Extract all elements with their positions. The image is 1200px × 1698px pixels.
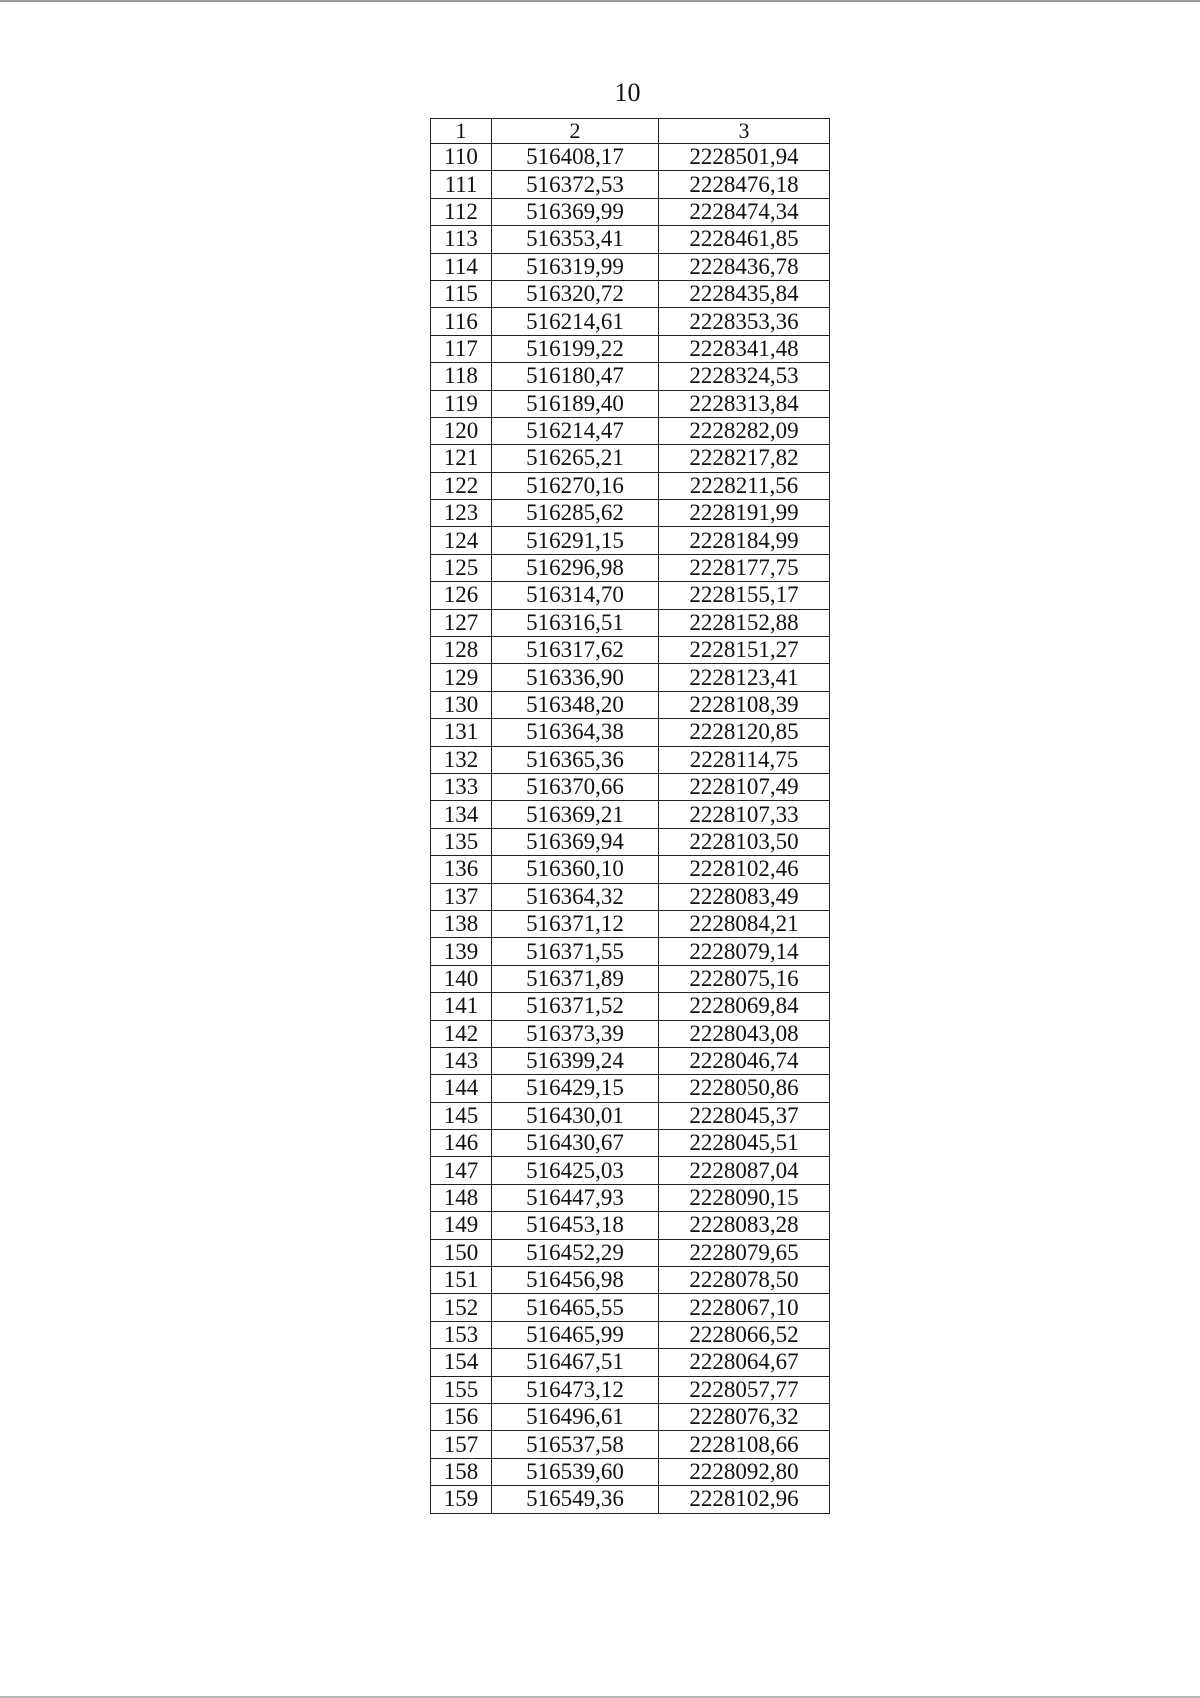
point-number-cell: 129 <box>431 664 492 691</box>
y-coordinate-cell: 2228043,08 <box>659 1020 830 1047</box>
y-coordinate-cell: 2228282,09 <box>659 417 830 444</box>
x-coordinate-cell: 516285,62 <box>492 500 659 527</box>
x-coordinate-cell: 516214,61 <box>492 308 659 335</box>
y-coordinate-cell: 2228046,74 <box>659 1047 830 1074</box>
table-row <box>431 390 830 417</box>
table-row <box>431 1075 830 1102</box>
table-row <box>431 1431 830 1458</box>
point-number-cell: 148 <box>431 1184 492 1211</box>
point-number-cell: 135 <box>431 828 492 855</box>
point-number-cell: 131 <box>431 719 492 746</box>
y-coordinate-cell: 2228114,75 <box>659 746 830 773</box>
table-row <box>431 773 830 800</box>
x-coordinate-cell: 516365,36 <box>492 746 659 773</box>
point-number-cell: 113 <box>431 226 492 253</box>
y-coordinate-cell: 2228152,88 <box>659 609 830 636</box>
table-row <box>431 1239 830 1266</box>
table-row <box>431 554 830 581</box>
y-coordinate-cell: 2228069,84 <box>659 993 830 1020</box>
table-row <box>431 582 830 609</box>
x-coordinate-cell: 516408,17 <box>492 144 659 171</box>
point-number-cell: 155 <box>431 1376 492 1403</box>
point-number-cell: 145 <box>431 1102 492 1129</box>
table-row <box>431 1212 830 1239</box>
x-coordinate-cell: 516265,21 <box>492 445 659 472</box>
point-number-cell: 126 <box>431 582 492 609</box>
y-coordinate-cell: 2228177,75 <box>659 554 830 581</box>
y-coordinate-cell: 2228324,53 <box>659 363 830 390</box>
point-number-cell: 157 <box>431 1431 492 1458</box>
x-coordinate-cell: 516371,12 <box>492 910 659 937</box>
point-number-cell: 139 <box>431 938 492 965</box>
table-row <box>431 144 830 171</box>
coordinates-table <box>430 118 830 1514</box>
x-coordinate-cell: 516291,15 <box>492 527 659 554</box>
point-number-cell: 128 <box>431 637 492 664</box>
table-row <box>431 226 830 253</box>
y-coordinate-cell: 2228155,17 <box>659 582 830 609</box>
table-row <box>431 1130 830 1157</box>
point-number-cell: 130 <box>431 691 492 718</box>
table-row <box>431 527 830 554</box>
column-header-3: 3 <box>659 119 830 144</box>
column-header-1: 1 <box>431 119 492 144</box>
x-coordinate-cell: 516399,24 <box>492 1047 659 1074</box>
point-number-cell: 152 <box>431 1294 492 1321</box>
y-coordinate-cell: 2228120,85 <box>659 719 830 746</box>
point-number-cell: 119 <box>431 390 492 417</box>
x-coordinate-cell: 516373,39 <box>492 1020 659 1047</box>
y-coordinate-cell: 2228102,96 <box>659 1486 830 1513</box>
x-coordinate-cell: 516270,16 <box>492 472 659 499</box>
point-number-cell: 120 <box>431 417 492 444</box>
point-number-cell: 127 <box>431 609 492 636</box>
table-row <box>431 1321 830 1348</box>
y-coordinate-cell: 2228076,32 <box>659 1403 830 1430</box>
point-number-cell: 153 <box>431 1321 492 1348</box>
y-coordinate-cell: 2228151,27 <box>659 637 830 664</box>
table-row <box>431 910 830 937</box>
x-coordinate-cell: 516447,93 <box>492 1184 659 1211</box>
y-coordinate-cell: 2228474,34 <box>659 198 830 225</box>
point-number-cell: 123 <box>431 500 492 527</box>
table-row <box>431 1102 830 1129</box>
y-coordinate-cell: 2228079,65 <box>659 1239 830 1266</box>
point-number-cell: 146 <box>431 1130 492 1157</box>
y-coordinate-cell: 2228211,56 <box>659 472 830 499</box>
point-number-cell: 122 <box>431 472 492 499</box>
table-row <box>431 938 830 965</box>
point-number-cell: 141 <box>431 993 492 1020</box>
table-row <box>431 664 830 691</box>
point-number-cell: 158 <box>431 1458 492 1485</box>
point-number-cell: 138 <box>431 910 492 937</box>
x-coordinate-cell: 516348,20 <box>492 691 659 718</box>
x-coordinate-cell: 516371,52 <box>492 993 659 1020</box>
x-coordinate-cell: 516496,61 <box>492 1403 659 1430</box>
point-number-cell: 117 <box>431 335 492 362</box>
x-coordinate-cell: 516320,72 <box>492 280 659 307</box>
scan-edge-top <box>0 0 1200 2</box>
table-row <box>431 363 830 390</box>
table-row <box>431 1020 830 1047</box>
x-coordinate-cell: 516537,58 <box>492 1431 659 1458</box>
point-number-cell: 154 <box>431 1349 492 1376</box>
y-coordinate-cell: 2228057,77 <box>659 1376 830 1403</box>
x-coordinate-cell: 516189,40 <box>492 390 659 417</box>
x-coordinate-cell: 516371,89 <box>492 965 659 992</box>
point-number-cell: 134 <box>431 801 492 828</box>
y-coordinate-cell: 2228066,52 <box>659 1321 830 1348</box>
x-coordinate-cell: 516316,51 <box>492 609 659 636</box>
x-coordinate-cell: 516214,47 <box>492 417 659 444</box>
x-coordinate-cell: 516370,66 <box>492 773 659 800</box>
point-number-cell: 118 <box>431 363 492 390</box>
table-row <box>431 253 830 280</box>
point-number-cell: 111 <box>431 171 492 198</box>
y-coordinate-cell: 2228103,50 <box>659 828 830 855</box>
x-coordinate-cell: 516371,55 <box>492 938 659 965</box>
y-coordinate-cell: 2228461,85 <box>659 226 830 253</box>
table-row <box>431 691 830 718</box>
table-row <box>431 746 830 773</box>
x-coordinate-cell: 516296,98 <box>492 554 659 581</box>
x-coordinate-cell: 516314,70 <box>492 582 659 609</box>
point-number-cell: 125 <box>431 554 492 581</box>
table-row <box>431 965 830 992</box>
y-coordinate-cell: 2228501,94 <box>659 144 830 171</box>
x-coordinate-cell: 516473,12 <box>492 1376 659 1403</box>
point-number-cell: 136 <box>431 856 492 883</box>
table-row <box>431 1047 830 1074</box>
table-row <box>431 993 830 1020</box>
x-coordinate-cell: 516364,38 <box>492 719 659 746</box>
y-coordinate-cell: 2228191,99 <box>659 500 830 527</box>
y-coordinate-cell: 2228313,84 <box>659 390 830 417</box>
table-row <box>431 472 830 499</box>
x-coordinate-cell: 516453,18 <box>492 1212 659 1239</box>
table-row <box>431 280 830 307</box>
table-row <box>431 856 830 883</box>
table-row <box>431 1403 830 1430</box>
x-coordinate-cell: 516319,99 <box>492 253 659 280</box>
x-coordinate-cell: 516430,67 <box>492 1130 659 1157</box>
y-coordinate-cell: 2228083,49 <box>659 883 830 910</box>
point-number-cell: 137 <box>431 883 492 910</box>
y-coordinate-cell: 2228102,46 <box>659 856 830 883</box>
table-row <box>431 1376 830 1403</box>
y-coordinate-cell: 2228079,14 <box>659 938 830 965</box>
y-coordinate-cell: 2228075,16 <box>659 965 830 992</box>
point-number-cell: 159 <box>431 1486 492 1513</box>
y-coordinate-cell: 2228045,37 <box>659 1102 830 1129</box>
y-coordinate-cell: 2228092,80 <box>659 1458 830 1485</box>
y-coordinate-cell: 2228078,50 <box>659 1267 830 1294</box>
table-row <box>431 335 830 362</box>
y-coordinate-cell: 2228353,36 <box>659 308 830 335</box>
table-row <box>431 198 830 225</box>
x-coordinate-cell: 516364,32 <box>492 883 659 910</box>
table-row <box>431 417 830 444</box>
table-row <box>431 1294 830 1321</box>
table-row <box>431 445 830 472</box>
point-number-cell: 151 <box>431 1267 492 1294</box>
table-row <box>431 1486 830 1513</box>
y-coordinate-cell: 2228476,18 <box>659 171 830 198</box>
x-coordinate-cell: 516353,41 <box>492 226 659 253</box>
point-number-cell: 112 <box>431 198 492 225</box>
x-coordinate-cell: 516369,94 <box>492 828 659 855</box>
table-row <box>431 883 830 910</box>
point-number-cell: 142 <box>431 1020 492 1047</box>
x-coordinate-cell: 516360,10 <box>492 856 659 883</box>
point-number-cell: 133 <box>431 773 492 800</box>
x-coordinate-cell: 516372,53 <box>492 171 659 198</box>
point-number-cell: 110 <box>431 144 492 171</box>
point-number-cell: 116 <box>431 308 492 335</box>
point-number-cell: 143 <box>431 1047 492 1074</box>
y-coordinate-cell: 2228108,66 <box>659 1431 830 1458</box>
table-header-row <box>431 119 830 144</box>
y-coordinate-cell: 2228123,41 <box>659 664 830 691</box>
table-row <box>431 500 830 527</box>
y-coordinate-cell: 2228184,99 <box>659 527 830 554</box>
y-coordinate-cell: 2228436,78 <box>659 253 830 280</box>
y-coordinate-cell: 2228108,39 <box>659 691 830 718</box>
table-row <box>431 1349 830 1376</box>
x-coordinate-cell: 516465,55 <box>492 1294 659 1321</box>
x-coordinate-cell: 516425,03 <box>492 1157 659 1184</box>
x-coordinate-cell: 516465,99 <box>492 1321 659 1348</box>
y-coordinate-cell: 2228341,48 <box>659 335 830 362</box>
x-coordinate-cell: 516336,90 <box>492 664 659 691</box>
column-header-2: 2 <box>492 119 659 144</box>
table-row <box>431 637 830 664</box>
y-coordinate-cell: 2228107,33 <box>659 801 830 828</box>
point-number-cell: 114 <box>431 253 492 280</box>
x-coordinate-cell: 516199,22 <box>492 335 659 362</box>
table-row <box>431 828 830 855</box>
point-number-cell: 140 <box>431 965 492 992</box>
y-coordinate-cell: 2228087,04 <box>659 1157 830 1184</box>
point-number-cell: 150 <box>431 1239 492 1266</box>
point-number-cell: 121 <box>431 445 492 472</box>
x-coordinate-cell: 516369,21 <box>492 801 659 828</box>
y-coordinate-cell: 2228064,67 <box>659 1349 830 1376</box>
x-coordinate-cell: 516430,01 <box>492 1102 659 1129</box>
x-coordinate-cell: 516539,60 <box>492 1458 659 1485</box>
table-row <box>431 171 830 198</box>
x-coordinate-cell: 516549,36 <box>492 1486 659 1513</box>
point-number-cell: 147 <box>431 1157 492 1184</box>
point-number-cell: 115 <box>431 280 492 307</box>
y-coordinate-cell: 2228084,21 <box>659 910 830 937</box>
table-row <box>431 609 830 636</box>
x-coordinate-cell: 516429,15 <box>492 1075 659 1102</box>
point-number-cell: 124 <box>431 527 492 554</box>
x-coordinate-cell: 516456,98 <box>492 1267 659 1294</box>
x-coordinate-cell: 516317,62 <box>492 637 659 664</box>
y-coordinate-cell: 2228090,15 <box>659 1184 830 1211</box>
point-number-cell: 144 <box>431 1075 492 1102</box>
page-number: 10 <box>614 78 641 107</box>
table-row <box>431 1267 830 1294</box>
table-row <box>431 801 830 828</box>
x-coordinate-cell: 516452,29 <box>492 1239 659 1266</box>
y-coordinate-cell: 2228050,86 <box>659 1075 830 1102</box>
y-coordinate-cell: 2228045,51 <box>659 1130 830 1157</box>
table-row <box>431 719 830 746</box>
point-number-cell: 156 <box>431 1403 492 1430</box>
y-coordinate-cell: 2228067,10 <box>659 1294 830 1321</box>
table-row <box>431 1458 830 1485</box>
table-row <box>431 1157 830 1184</box>
y-coordinate-cell: 2228435,84 <box>659 280 830 307</box>
point-number-cell: 149 <box>431 1212 492 1239</box>
coordinates-table-body <box>431 119 830 1514</box>
table-row <box>431 308 830 335</box>
x-coordinate-cell: 516180,47 <box>492 363 659 390</box>
table-row <box>431 1184 830 1211</box>
y-coordinate-cell: 2228217,82 <box>659 445 830 472</box>
y-coordinate-cell: 2228107,49 <box>659 773 830 800</box>
point-number-cell: 132 <box>431 746 492 773</box>
x-coordinate-cell: 516467,51 <box>492 1349 659 1376</box>
y-coordinate-cell: 2228083,28 <box>659 1212 830 1239</box>
x-coordinate-cell: 516369,99 <box>492 198 659 225</box>
